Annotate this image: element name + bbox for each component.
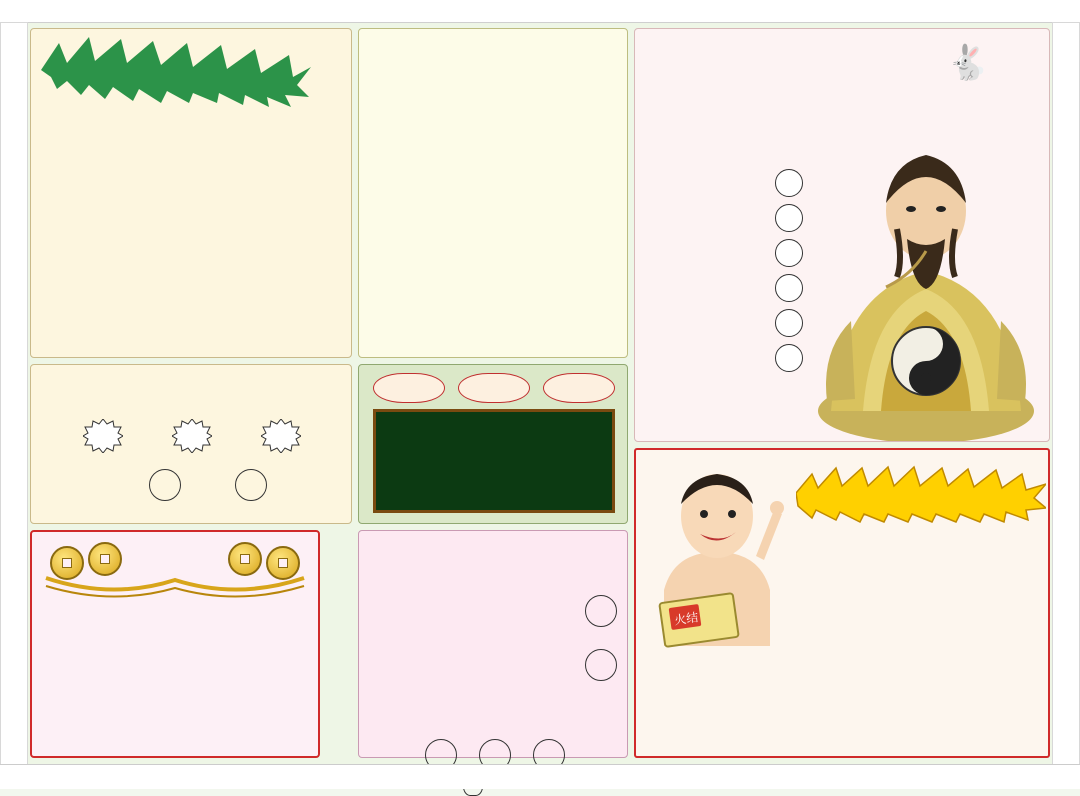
cartoon-badge-text: 火结 xyxy=(673,610,700,628)
panel-life-humor xyxy=(634,448,1050,758)
daxu-side-numbers xyxy=(585,595,617,681)
panel-qimen-illustration xyxy=(634,28,1050,442)
mahui-poem xyxy=(31,119,353,130)
bingjiang-special-row xyxy=(149,469,349,501)
panel-qimen-forum xyxy=(30,530,320,758)
side-number xyxy=(585,649,617,681)
panel-mahui-chuanmi xyxy=(30,28,352,358)
panel-shengxiao-poem xyxy=(358,28,628,358)
content-area xyxy=(28,24,1052,764)
qimen-number xyxy=(775,239,803,267)
special-number xyxy=(149,469,181,501)
qimen-number xyxy=(775,274,803,302)
side-number xyxy=(585,595,617,627)
qimen-number-column xyxy=(775,169,803,372)
panel-tiesuanpan xyxy=(358,364,628,524)
footer-disclaimer xyxy=(0,764,1080,789)
panel-bingjiang xyxy=(30,364,352,524)
qimen-number xyxy=(775,344,803,372)
starburst-decoration xyxy=(41,33,311,107)
tiesuan-char xyxy=(458,373,530,403)
qimen-number xyxy=(775,204,803,232)
qimen-number xyxy=(775,169,803,197)
abacus-graphic xyxy=(373,409,615,513)
top-marquee-bar xyxy=(0,0,1080,23)
lucky-ball xyxy=(172,419,212,453)
tiesuan-heading-row xyxy=(373,373,615,403)
sage-illustration xyxy=(811,111,1041,441)
ribbon-decoration xyxy=(42,570,308,604)
bingjiang-ball-row xyxy=(31,419,353,453)
humor-title-burst xyxy=(796,462,1046,524)
right-marquee-bar xyxy=(1052,22,1080,769)
cartoon-illustration xyxy=(644,460,790,650)
shengxiao-lines xyxy=(359,121,629,139)
rabbit-icon: 🐇 xyxy=(946,43,989,83)
left-marquee-bar xyxy=(0,22,28,769)
tiesuan-char xyxy=(543,373,615,403)
lucky-ball xyxy=(83,419,123,453)
panel-daxu-explain xyxy=(358,530,628,758)
special-number xyxy=(235,469,267,501)
lucky-ball xyxy=(261,419,301,453)
tiesuan-char xyxy=(373,373,445,403)
qimen-number xyxy=(775,309,803,337)
